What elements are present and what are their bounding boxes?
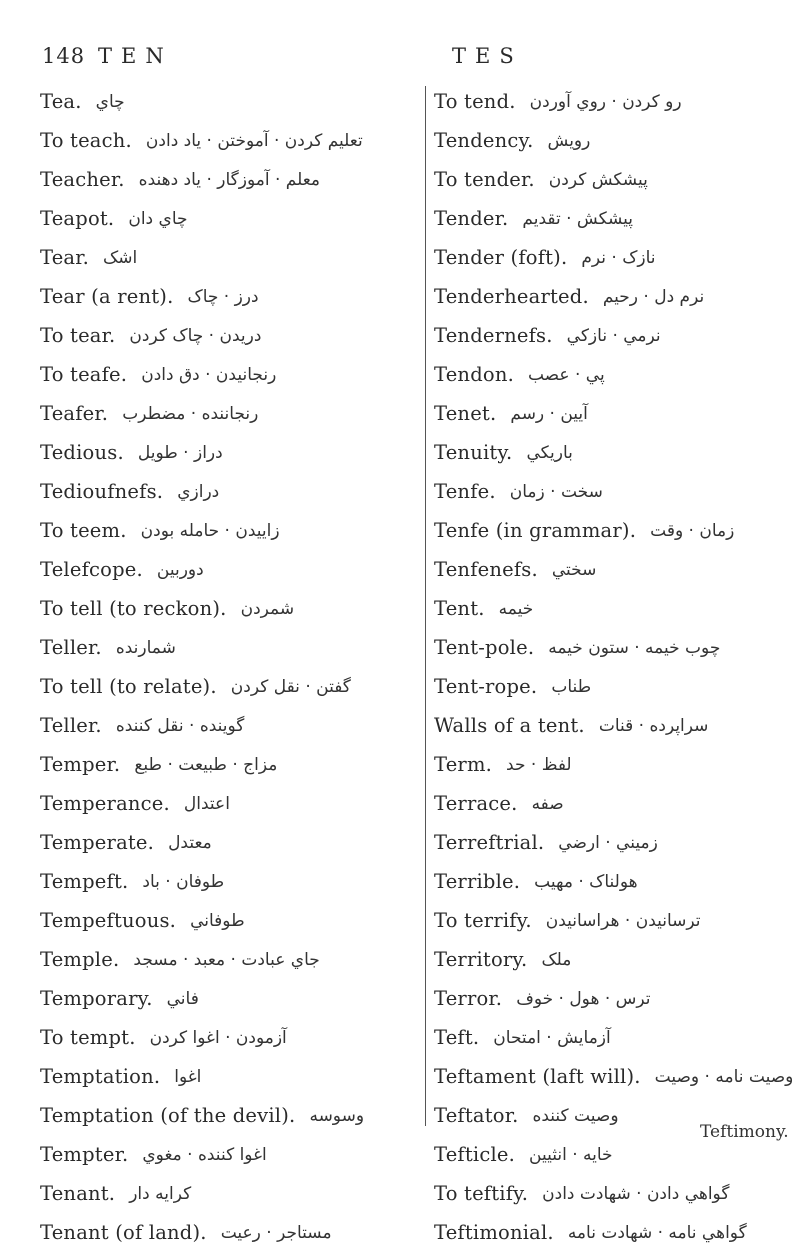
dictionary-entry (434, 1213, 794, 1252)
dictionary-entry (40, 355, 420, 394)
entry-headword: Tefticle. (434, 1143, 516, 1166)
dictionary-entry (434, 667, 794, 706)
entry-translation: نازک · نرم (581, 247, 656, 268)
entry-headword: To teach. (40, 129, 132, 152)
dictionary-entry (40, 511, 420, 550)
dictionary-entry (40, 979, 420, 1018)
dictionary-entry (434, 355, 794, 394)
entry-headword: Terrible. (434, 870, 521, 893)
entry-headword: Tempeft. (40, 870, 129, 893)
entry-translation: گفتن · نقل کردن (230, 676, 351, 697)
dictionary-entry (40, 706, 420, 745)
entry-headword: To terrify. (434, 909, 532, 932)
entry-headword: Tea. (40, 90, 82, 113)
dictionary-entry (40, 745, 420, 784)
running-head-right: TES (452, 44, 523, 68)
entry-translation: زاييدن · حامله بودن (140, 520, 280, 541)
entry-headword: Terrace. (434, 792, 518, 815)
dictionary-entry (434, 238, 794, 277)
entry-headword: Tedioufnefs. (40, 480, 164, 503)
dictionary-entry (40, 1096, 420, 1135)
entry-headword: To tell (to relate). (40, 675, 217, 698)
entry-headword: To teafe. (40, 363, 128, 386)
entry-headword: To teftify. (434, 1182, 529, 1205)
entry-translation: چوب خيمه · ستون خيمه (548, 637, 721, 658)
dictionary-entry (434, 706, 794, 745)
entry-headword: Teft. (434, 1026, 480, 1049)
entry-headword: To tear. (40, 324, 116, 347)
entry-headword: Terror. (434, 987, 503, 1010)
dictionary-entry (40, 472, 420, 511)
entry-headword: Tenfenefs. (434, 558, 538, 581)
entry-translation: خيمه (498, 598, 534, 619)
dictionary-entry (40, 82, 420, 121)
entry-translation: درازي (177, 481, 220, 502)
dictionary-entry (40, 238, 420, 277)
page-number: 148 (42, 44, 86, 68)
entry-translation: اغوا کننده · مغوي (142, 1144, 267, 1165)
dictionary-entry (40, 628, 420, 667)
entry-translation: آزمودن · اغوا کردن (149, 1027, 287, 1048)
entry-headword: Territory. (434, 948, 528, 971)
entry-headword: Temporary. (40, 987, 153, 1010)
entry-translation: تعليم کردن · آموختن · ياد دادن (145, 130, 363, 151)
dictionary-entry (40, 1057, 420, 1096)
entry-headword: Temper. (40, 753, 121, 776)
entry-translation: زميني · ارضي (558, 832, 658, 853)
entry-headword: Tear. (40, 246, 90, 269)
entry-translation: وصيت نامه · وصيت (654, 1066, 794, 1087)
entry-translation: چاي دان (128, 208, 188, 229)
dictionary-entry (434, 160, 794, 199)
running-head-left: TEN (98, 44, 173, 68)
entry-headword: Tender (foft). (434, 246, 568, 269)
page-header (0, 44, 800, 74)
dictionary-entry (434, 199, 794, 238)
dictionary-entry (434, 394, 794, 433)
entry-headword: Tendency. (434, 129, 534, 152)
entry-headword: Tendernefs. (434, 324, 553, 347)
entry-translation: معلم · آموزگار · ياد دهنده (138, 169, 321, 190)
entry-headword: To tell (to reckon). (40, 597, 227, 620)
entry-headword: Tenuity. (434, 441, 513, 464)
dictionary-entry (40, 901, 420, 940)
entry-translation: وصيت کننده (532, 1105, 619, 1126)
entry-translation: آزمايش · امتحان (493, 1027, 611, 1048)
dictionary-entry (40, 1213, 420, 1252)
dictionary-entry (434, 277, 794, 316)
entry-translation: رنجانيدن · دق دادن (141, 364, 277, 385)
dictionary-entry (434, 745, 794, 784)
dictionary-entry (434, 979, 794, 1018)
entry-translation: باريکي (526, 442, 573, 463)
dictionary-entry (434, 823, 794, 862)
entry-headword: To tempt. (40, 1026, 136, 1049)
entry-translation: شمارنده (115, 637, 176, 658)
entry-headword: Tent-pole. (434, 636, 535, 659)
entry-translation: صفه (531, 793, 564, 814)
entry-translation: نرمي · نازکي (566, 325, 661, 346)
entry-translation: لفظ · حد (506, 754, 572, 775)
dictionary-entry (434, 901, 794, 940)
dictionary-entry (40, 199, 420, 238)
dictionary-entry (434, 589, 794, 628)
dictionary-entry (40, 667, 420, 706)
left-column (40, 82, 420, 1252)
entry-translation: طوفان · باد (142, 871, 225, 892)
catchword: Teftimony. (700, 1122, 789, 1142)
entry-headword: Tear (a rent). (40, 285, 174, 308)
dictionary-entry (434, 82, 794, 121)
dictionary-entry (434, 472, 794, 511)
dictionary-entry (40, 277, 420, 316)
entry-headword: Teller. (40, 714, 102, 737)
entry-headword: Tendon. (434, 363, 514, 386)
entry-translation: نرم دل · رحيم (602, 286, 705, 307)
dictionary-entry (434, 121, 794, 160)
entry-headword: Term. (434, 753, 493, 776)
dictionary-entry (434, 940, 794, 979)
entry-headword: Tent-rope. (434, 675, 538, 698)
entry-translation: درز · چاک (187, 286, 259, 307)
entry-translation: مزاج · طبيعت · طبع (134, 754, 278, 775)
entry-translation: مستاجر · رعيت (220, 1222, 332, 1243)
entry-headword: Teftator. (434, 1104, 519, 1127)
entry-headword: To tender. (434, 168, 535, 191)
dictionary-entry (40, 589, 420, 628)
entry-translation: جاي عبادت · معبد · مسجد (133, 949, 320, 970)
entry-translation: آيين · رسم (510, 403, 588, 424)
entry-headword: Tenet. (434, 402, 497, 425)
dictionary-entry (40, 394, 420, 433)
entry-translation: فاني (166, 988, 199, 1009)
dictionary-entry (434, 511, 794, 550)
entry-translation: طوفاني (190, 910, 245, 931)
entry-translation: ملک (541, 949, 572, 970)
entry-translation: ترسانيدن · هراسانيدن (545, 910, 701, 931)
entry-headword: To teem. (40, 519, 127, 542)
right-column (434, 82, 794, 1252)
entry-translation: زمان · وقت (650, 520, 735, 541)
entry-headword: Teafer. (40, 402, 109, 425)
dictionary-entry (434, 628, 794, 667)
dictionary-entry (434, 1174, 794, 1213)
dictionary-entry (40, 1018, 420, 1057)
entry-translation: وسوسه (309, 1105, 365, 1126)
entry-translation: اشک (103, 247, 138, 268)
dictionary-entry (40, 1174, 420, 1213)
entry-headword: Temperate. (40, 831, 155, 854)
entry-translation: گوينده · نقل کننده (115, 715, 245, 736)
entry-translation: خايه · انثيين (529, 1144, 613, 1165)
dictionary-entry (40, 940, 420, 979)
entry-translation: اعتدال (183, 793, 230, 814)
dictionary-entry (40, 121, 420, 160)
entry-translation: طناب (551, 676, 592, 697)
dictionary-entry (40, 160, 420, 199)
dictionary-entry (40, 433, 420, 472)
column-divider (425, 86, 426, 1126)
entry-headword: Walls of a tent. (434, 714, 585, 737)
entry-translation: رنجاننده · مضطرب (122, 403, 259, 424)
entry-translation: معتدل (168, 832, 212, 853)
dictionary-entry (434, 550, 794, 589)
entry-headword: Tender. (434, 207, 509, 230)
entry-translation: دريدن · چاک کردن (129, 325, 262, 346)
entry-translation: سراپرده · قنات (598, 715, 709, 736)
entry-translation: پي · عصب (527, 364, 605, 385)
entry-translation: کرايه دار (129, 1183, 192, 1204)
dictionary-entry (434, 1018, 794, 1057)
entry-headword: Teftimonial. (434, 1221, 554, 1244)
entry-headword: Tempeftuous. (40, 909, 177, 932)
entry-translation: پيشکش کردن (548, 169, 648, 190)
entry-headword: Tenderhearted. (434, 285, 589, 308)
entry-headword: Tenant (of land). (40, 1221, 207, 1244)
entry-headword: Teftament (laft will). (434, 1065, 641, 1088)
entry-headword: Tenfe (in grammar). (434, 519, 637, 542)
entry-translation: رو کردن · روي آوردن (529, 91, 682, 112)
dictionary-entry (434, 784, 794, 823)
entry-translation: گواهي نامه · شهادت نامه (567, 1222, 747, 1243)
dictionary-entry (40, 784, 420, 823)
dictionary-entry (434, 1057, 794, 1096)
entry-headword: Teapot. (40, 207, 115, 230)
dictionary-entry (434, 862, 794, 901)
entry-translation: سختي (551, 559, 597, 580)
dictionary-entry (434, 433, 794, 472)
dictionary-entry (434, 316, 794, 355)
entry-headword: Tenfe. (434, 480, 496, 503)
dictionary-entry (40, 316, 420, 355)
entry-translation: رويش (547, 130, 591, 151)
entry-translation: هولناک · مهيب (534, 871, 638, 892)
entry-headword: Tenant. (40, 1182, 116, 1205)
entry-translation: دراز · طويل (137, 442, 223, 463)
dictionary-entry (40, 862, 420, 901)
entry-translation: سخت · زمان (509, 481, 603, 502)
entry-headword: Tent. (434, 597, 485, 620)
entry-translation: ترس · هول · خوف (516, 988, 651, 1009)
entry-translation: دوربين (156, 559, 204, 580)
dictionary-entry (40, 550, 420, 589)
entry-headword: Tedious. (40, 441, 124, 464)
entry-translation: اغوا (174, 1066, 202, 1087)
entry-headword: Tempter. (40, 1143, 129, 1166)
entry-translation: پيشکش · تقديم (522, 208, 634, 229)
entry-headword: Teller. (40, 636, 102, 659)
dictionary-entry (40, 1135, 420, 1174)
entry-headword: Temperance. (40, 792, 170, 815)
entry-headword: Telefcope. (40, 558, 143, 581)
entry-headword: Temptation (of the devil). (40, 1104, 296, 1127)
entry-headword: Temptation. (40, 1065, 161, 1088)
entry-headword: To tend. (434, 90, 516, 113)
entry-translation: شمردن (240, 598, 295, 619)
entry-translation: چاي (95, 91, 125, 112)
dictionary-entry (40, 823, 420, 862)
entry-headword: Terreftrial. (434, 831, 545, 854)
entry-translation: گواهي دادن · شهادت دادن (542, 1183, 730, 1204)
entry-headword: Temple. (40, 948, 120, 971)
entry-headword: Teacher. (40, 168, 125, 191)
